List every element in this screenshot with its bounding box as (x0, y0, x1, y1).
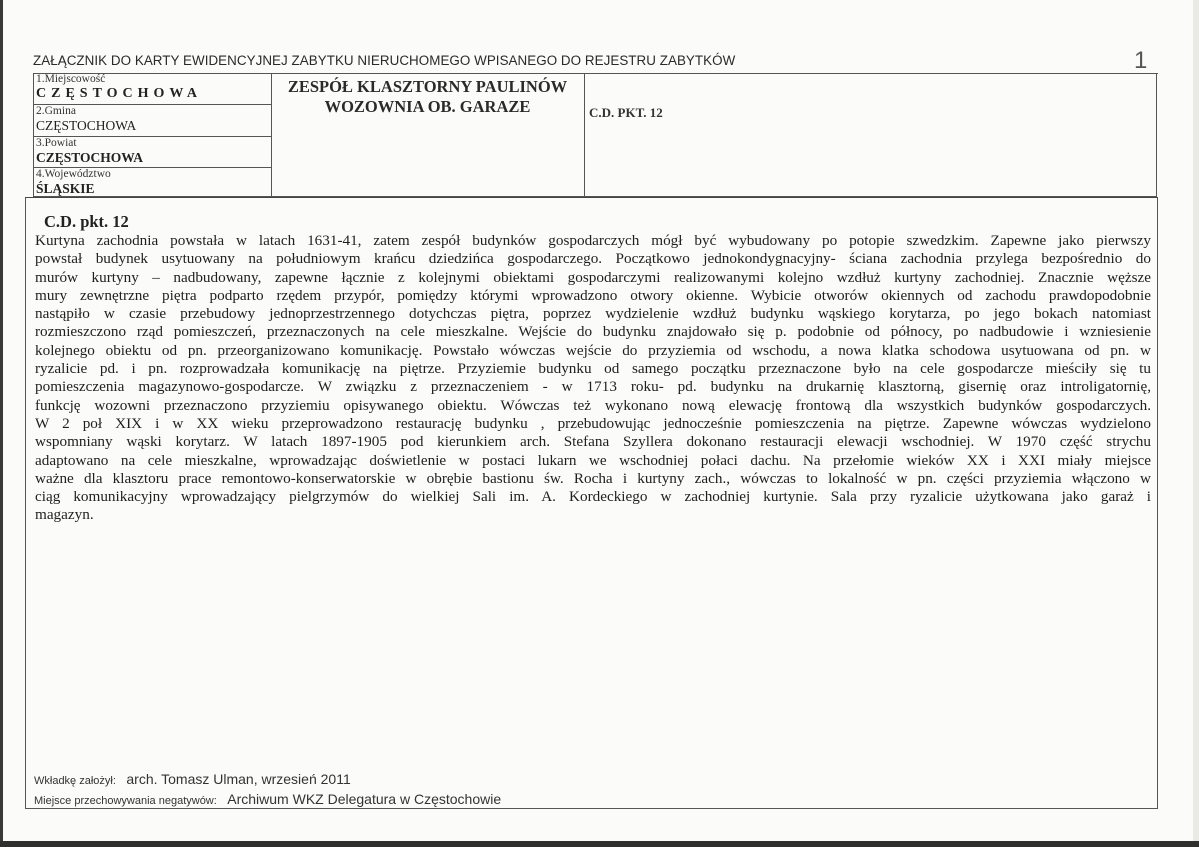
text-line: ciąg komunikacyjny wprowadzający pielgrzymów do wielkiej Sali im. A. Kordeckiego w zachodniej kurtynie. Sala przy ryzalicie użytkowana jako garaż i (35, 488, 1151, 506)
identification-table (33, 73, 1157, 197)
page-number: 1 (1134, 47, 1148, 74)
text-line: nastąpiło w czasie przebudowy jednoprzestrzennego dotychczas piętra, poprzez wydzielenie wzdłuż budynku wąskiego korytarza, po jego bokach natomiast (35, 305, 1151, 323)
footer (34, 770, 501, 810)
scan-edge-left (0, 0, 3, 847)
negatives-row (34, 790, 501, 810)
field-label: 1.Miejscowość (36, 73, 106, 85)
description-section (25, 197, 1158, 809)
negatives-label: Miejsce przechowywania negatywów: (34, 795, 217, 807)
field-value: CZĘSTOCHOWA (36, 150, 144, 165)
author-value: arch. Tomasz Ulman, wrzesień 2011 (126, 771, 351, 787)
text-line: kolejnego obiektu od pn. przeorganizowano komunikację. Powstało wówczas wejście do przyziemia od wschodu, a nowa klatka schodowa usytuowana od pn. w (35, 341, 1151, 359)
text-line: murów kurtyny – nadbudowany, zapewne łącznie z kolejnymi obiektami gospodarczymi realizowanymi kolejno wzdłuż kurtyny zachodniej. Znacznie węższe (35, 268, 1151, 286)
text-line: Kurtyna zachodnia powstała w latach 1631-41, zatem zespół budynków gospodarczych mógł być wybudowany po potopie szwedzkim. Zapewne jako pierwszy (35, 232, 1151, 249)
description-text (35, 232, 1151, 525)
object-title-line2: WOZOWNIA OB. GARAZE (324, 97, 531, 116)
reference-label: C.D. PKT. 12 (589, 105, 663, 120)
field-label: 4.Województwo (36, 168, 111, 180)
location-row-powiat (34, 137, 271, 168)
annex-header-title: ZAŁĄCZNIK DO KARTY EWIDENCYJNEJ ZABYTKU NIERUCHOMEGO WPISANEGO DO REJESTRU ZABYTKÓW (33, 53, 736, 68)
field-value: ŚLĄSKIE (36, 181, 95, 196)
text-line: mury zewnętrzne piętra podparto rzędem przypór, pomiędzy którymi wprowadzono otwory okienne. Wybicie otworów okiennych od zachodu prawdopodobnie (35, 286, 1151, 304)
text-line: magazyn. (35, 506, 94, 524)
field-value: CZĘSTOCHOWA (36, 86, 202, 101)
scan-edge-bottom (0, 841, 1199, 847)
object-title-column (271, 73, 585, 196)
field-value: CZĘSTOCHOWA (36, 118, 137, 133)
scan-edge-right (1193, 0, 1199, 847)
author-row (34, 770, 501, 790)
text-line: ryzalicie pd. i pn. rozprowadzała komunikację na piętrze. Przyziemie budynku od samego początku przeznaczone było na cele gospodarcze mieściły się tu (35, 360, 1151, 378)
object-title-line1: ZESPÓŁ KLASZTORNY PAULINÓW (287, 77, 568, 96)
location-row-miejscowosc (34, 73, 271, 105)
text-line: adaptowano na cele mieszkalne, wprowadzając doświetlenie w postaci lukarn we wschodniej połaci dachu. Na przełomie wieków XX i XXI miały miejsce (35, 451, 1151, 469)
location-row-wojewodztwo (34, 168, 271, 196)
text-line: powstał budynek usytuowany na południowym krańcu dziedzińca gospodarczego. Początkowo jednokondygnacyjny- ściana zachodnia przylega bezpośrednio do (35, 250, 1151, 268)
text-line: wspomniany wąski korytarz. W latach 1897-1905 pod kierunkiem arch. Stefana Szyllera dokonano restauracji elewacji wschodniej. W 1970 część strychu (35, 433, 1151, 451)
text-line: ważne dla klasztoru prace remontowo-konserwatorskie w obrębie bastionu św. Rocha i kurtyny zach., wówczas to lokalność w pn. części przyziemia włączono w (35, 469, 1151, 487)
field-label: 3.Powiat (36, 137, 77, 149)
reference-column (584, 73, 1158, 196)
field-label: 2.Gmina (36, 105, 76, 117)
negatives-value: Archiwum WKZ Delegatura w Częstochowie (227, 791, 502, 807)
location-column (34, 73, 272, 196)
text-line: rozmieszczono rząd pomieszczeń, przeznaczonych na cele mieszkalne. Wejście do budynku znajdowało się p. podobnie od północy, po nadbudowie i wzniesienie (35, 323, 1151, 341)
text-line: pomieszczenia magazynowo-gospodarcze. W związku z przeznaczeniem - w 1713 roku- pd. budynku na drukarnię klasztorną, gisernię oraz introligatornię, (35, 378, 1151, 396)
author-label: Wkładkę założył: (34, 775, 116, 787)
text-line: funkcję wozowni przeznaczono przyziemiu opisywanego obiektu. Wówczas też wykonano nową elewację frontową dla wszystkich budynków gospodarczych. (35, 396, 1151, 414)
location-row-gmina (34, 105, 271, 137)
section-title: C.D. pkt. 12 (44, 212, 129, 231)
text-line: W 2 poł XIX i w XX wieku przeprowadzono restaurację budynku , przebudowując jednocześnie pomieszczenia na piętrze. Zapewne wówczas wydzielono (35, 414, 1151, 432)
